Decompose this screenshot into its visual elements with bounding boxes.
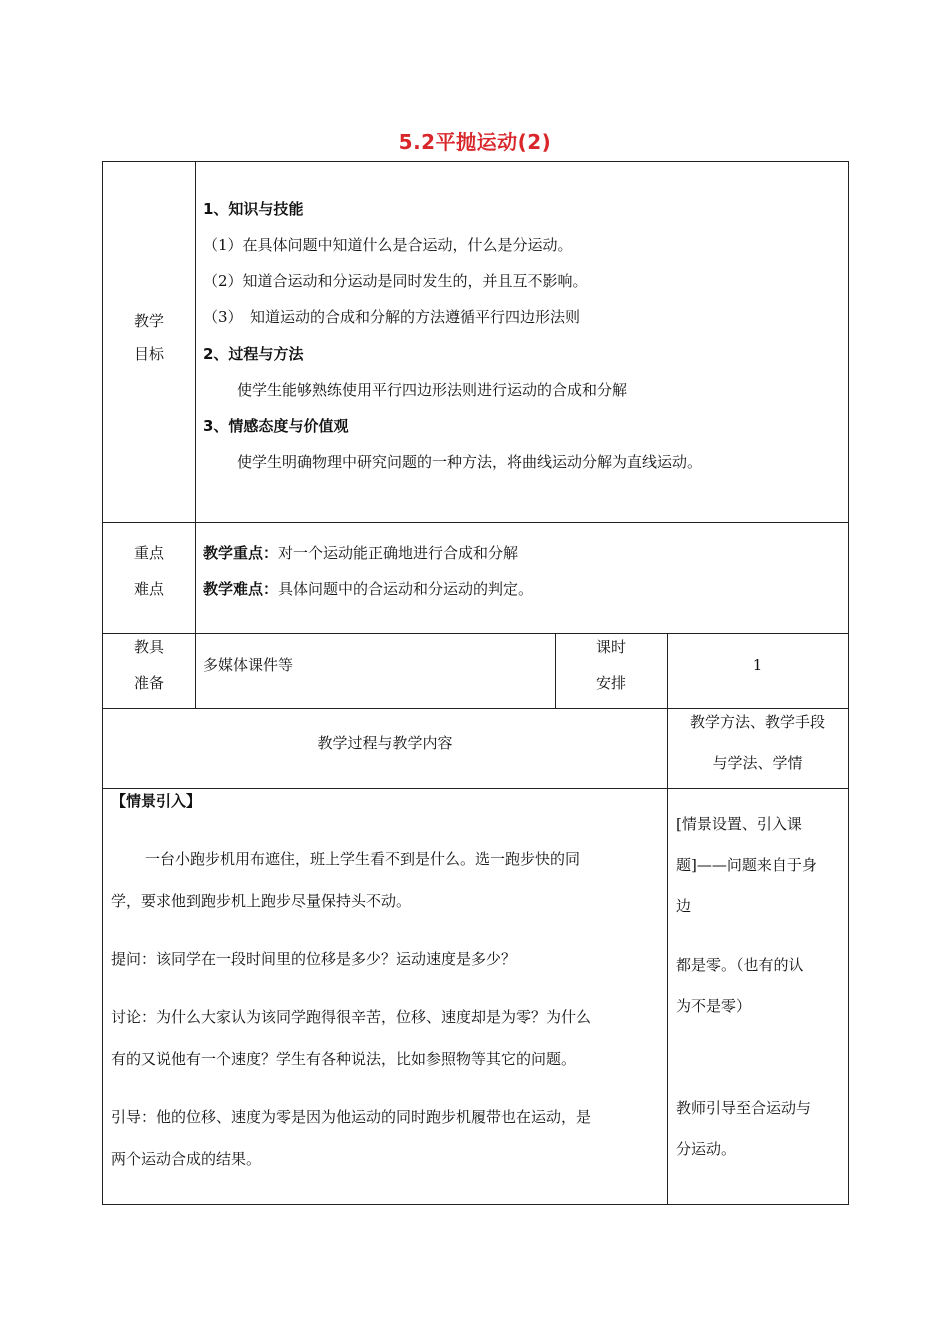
scene-discussion: 有的又说他有一个速度？学生有各种说法，比如参照物等其它的问题。 bbox=[111, 1050, 577, 1068]
knowledge-heading: 1、知识与技能 bbox=[203, 200, 304, 218]
objectives-label-2: 目标 bbox=[133, 345, 164, 363]
scene-guide: 两个运动合成的结果。 bbox=[111, 1150, 262, 1168]
focus-line bbox=[203, 542, 518, 564]
hours-value: 1 bbox=[752, 656, 763, 674]
process-method-heading: 2、过程与方法 bbox=[203, 345, 304, 363]
row-divider bbox=[103, 633, 848, 634]
prep-label-1: 教具 bbox=[133, 638, 164, 656]
note-answer: 都是零。（也有的认 bbox=[676, 956, 804, 974]
knowledge-item: （1）在具体问题中知道什么是合运动，什么是分运动。 bbox=[203, 236, 573, 254]
process-header-right-2: 与学法、学情 bbox=[712, 754, 803, 772]
focus-label: 教学重点： bbox=[203, 544, 279, 562]
row-divider bbox=[103, 788, 848, 789]
process-header-left: 教学过程与教学内容 bbox=[317, 734, 453, 752]
prep-label-2: 准备 bbox=[133, 674, 164, 692]
scene-paragraph: 学，要求他到跑步机上跑步尽量保持头不动。 bbox=[111, 892, 412, 910]
lesson-plan-table bbox=[102, 161, 849, 1205]
focus-text: 对一个运动能正确地进行合成和分解 bbox=[278, 544, 519, 562]
difficulty-label: 教学难点： bbox=[203, 580, 279, 598]
attitude-text: 使学生明确物理中研究问题的一种方法，将曲线运动分解为直线运动。 bbox=[237, 453, 703, 471]
note-answer: 为不是零） bbox=[676, 997, 752, 1015]
note-scene-setup: 边 bbox=[676, 897, 692, 915]
knowledge-item: （2）知道合运动和分运动是同时发生的，并且互不影响。 bbox=[203, 272, 588, 290]
objectives-label-1: 教学 bbox=[133, 312, 164, 330]
hours-label-1: 课时 bbox=[595, 638, 626, 656]
row-divider bbox=[103, 708, 848, 709]
note-teacher-guide: 分运动。 bbox=[676, 1140, 737, 1158]
difficulty-text: 具体问题中的合运动和分运动的判定。 bbox=[278, 580, 534, 598]
scene-guide: 引导：他的位移、速度为零是因为他运动的同时跑步机履带也在运动，是 bbox=[111, 1108, 592, 1126]
note-scene-setup: 题]——问题来自于身 bbox=[676, 856, 817, 874]
col-divider bbox=[195, 162, 196, 708]
attitude-heading: 3、情感态度与价值观 bbox=[203, 417, 349, 435]
knowledge-item: （3） 知道运动的合成和分解的方法遵循平行四边形法则 bbox=[203, 308, 581, 326]
difficulty-line bbox=[203, 578, 533, 600]
page-title: 5.2平抛运动(2) bbox=[398, 130, 552, 154]
keypoints-label-2: 难点 bbox=[133, 580, 164, 598]
process-header-right-1: 教学方法、教学手段 bbox=[689, 713, 825, 731]
hours-label-2: 安排 bbox=[595, 674, 626, 692]
prep-value: 多媒体课件等 bbox=[203, 656, 294, 674]
process-method-text: 使学生能够熟练使用平行四边形法则进行运动的合成和分解 bbox=[237, 381, 628, 399]
scene-paragraph: 一台小跑步机用布遮住，班上学生看不到是什么。选一跑步快的同 bbox=[145, 850, 581, 868]
keypoints-label-1: 重点 bbox=[133, 544, 164, 562]
scene-heading: 【情景引入】 bbox=[111, 792, 202, 810]
note-scene-setup: [情景设置、引入课 bbox=[676, 815, 802, 833]
row-divider bbox=[103, 522, 848, 523]
scene-question: 提问：该同学在一段时间里的位移是多少？运动速度是多少？ bbox=[111, 950, 517, 968]
note-teacher-guide: 教师引导至合运动与 bbox=[676, 1099, 812, 1117]
scene-discussion: 讨论：为什么大家认为该同学跑得很辛苦，位移、速度却是为零？为什么 bbox=[111, 1008, 592, 1026]
